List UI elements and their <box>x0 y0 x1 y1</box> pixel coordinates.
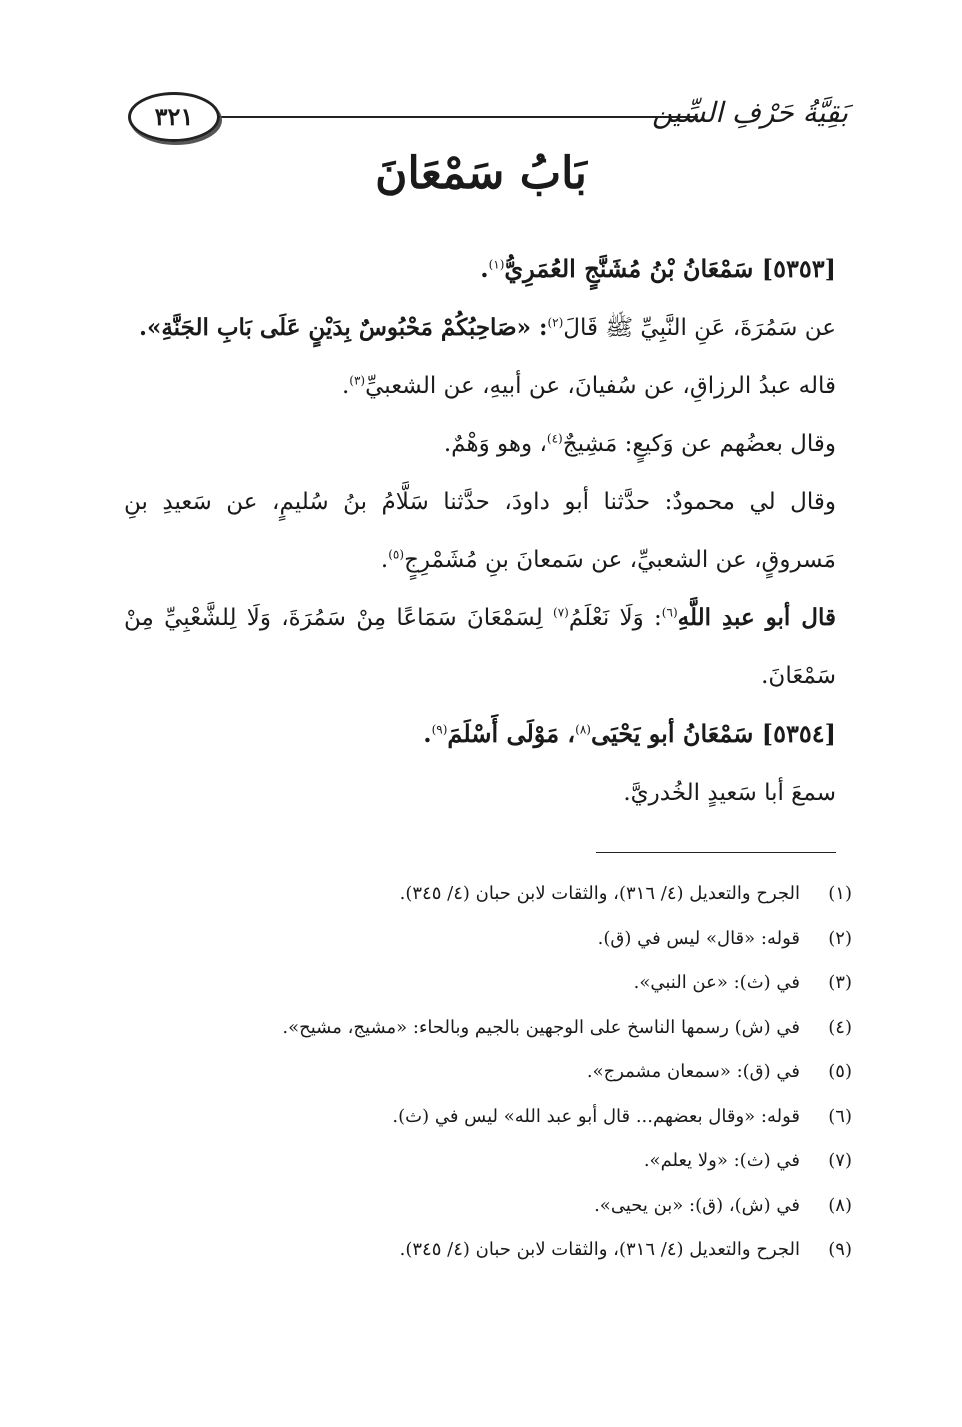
footnote-ref: (٩) <box>431 722 448 737</box>
entry-5353-chain-1: قاله عبدُ الرزاقِ، عن سُفيانَ، عن أبيهِ، عن الشعبيِّ$^{(٣)}$. <box>341 373 836 399</box>
entry-5354-title: [٥٣٥٤] سَمْعَانُ أبو يَحْيَى$^{(٨)}$، مَوْلَى أَسْلَمَ$^{(٩)}$. <box>423 719 836 748</box>
footnote-item: (١) الجرح والتعديل (٤/ ٣١٦)، والثقات لابن حبان (٤/ ٣٤٥). <box>399 883 852 904</box>
page-number: ٣٢١ <box>128 92 220 142</box>
header-rule <box>218 116 698 118</box>
footnote-item: (٩) الجرح والتعديل (٤/ ٣١٦)، والثقات لابن حبان (٤/ ٣٤٥). <box>399 1239 852 1260</box>
header-title: بَقِيَّةُ حَرْفِ السِّين <box>651 96 848 129</box>
entry-5353-title: [٥٣٥٣] سَمْعَانُ بْنُ مُشَنَّجٍ العُمَرِيُّ$^{(١)}$. <box>480 254 836 283</box>
entry-5353-comment: قال أبو عبدِ اللَّهِ$^{(٦)}$: وَلَا نَعْلَمُ$^{(٧)}$ لِسَمْعَانَ سَمَاعًا مِنْ سَمُرَةَ، وَلَا لِلشَّعْبِيِّ مِنْ سَمْعَانَ. <box>124 604 837 689</box>
main-text <box>124 240 836 822</box>
footnote-ref: (٨) <box>575 722 591 737</box>
footnote-ref: (٣) <box>349 373 366 388</box>
footnote-item: (٢) قوله: «قال» ليس في (ق). <box>597 927 852 949</box>
footnote-item: (٥) في (ق): «سمعان مشمرج». <box>586 1061 852 1082</box>
footnote-ref: (٦) <box>661 605 678 620</box>
footnote-item: (٨) في (ش)، (ق): «بن يحيى». <box>594 1194 852 1216</box>
footnotes <box>122 872 852 1273</box>
footnote-ref: (٥) <box>388 547 405 562</box>
footnote-ref: (٧) <box>553 605 569 620</box>
running-header <box>128 92 848 146</box>
footnote-ref: (٢) <box>547 315 564 330</box>
footnote-item: (٣) في (ث): «عن النبي». <box>633 972 852 993</box>
entry-5353-chain-2: وقال بعضُهم عن وَكيعٍ: مَشِيجٌ$^{(٤)}$، وهو وَهْمٌ. <box>443 431 836 457</box>
entry-5353-chain-3: وقال لي محمودٌ: حدَّثنا أبو داودَ، حدَّثنا سَلَّامُ بنُ سُليمٍ، عن سَعيدِ بنِ مَسروقٍ، عن الشعبيِّ، عن سَمعانَ بنِ مُشَمْرِجٍ$^{(٥)}$. <box>124 489 836 573</box>
entry-5353-hadith: عن سَمُرَةَ، عَنِ النَّبِيِّ ﷺ قَالَ$^{(٢)}$: «صَاحِبُكُمْ مَحْبُوسٌ بِدَيْنٍ عَلَى بَابِ الجَنَّةِ». <box>138 314 836 341</box>
chapter-title: بَابُ سَمْعَانَ <box>375 148 587 199</box>
entry-5354-text: سمعَ أبا سَعيدٍ الخُدريَّ. <box>623 780 836 806</box>
footnote-ref: (١) <box>488 257 505 272</box>
footnote-item: (٤) في (ش) رسمها الناسخ على الوجهين بالجيم وبالحاء: «مشيج، مشيح». <box>282 1016 852 1038</box>
footnote-separator <box>596 852 836 853</box>
footnote-item: (٦) قوله: «وقال بعضهم... قال أبو عبد الله» ليس في (ث). <box>392 1105 852 1127</box>
footnote-ref: (٤) <box>546 431 563 446</box>
footnote-item: (٧) في (ث): «ولا يعلم». <box>643 1150 852 1171</box>
